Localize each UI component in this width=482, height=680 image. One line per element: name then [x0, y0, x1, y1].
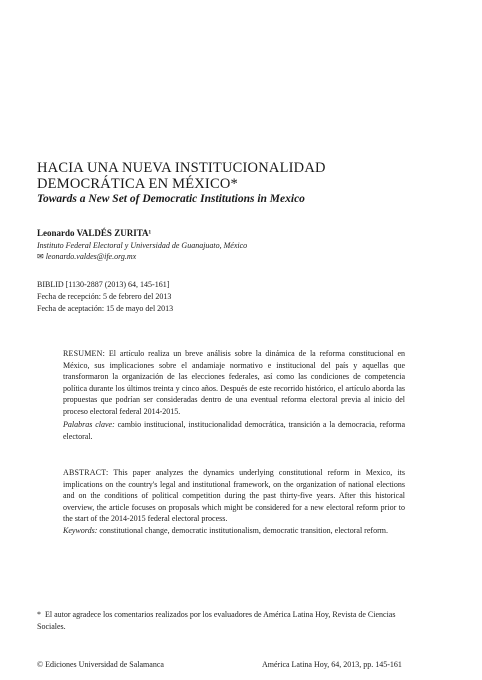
author-email-line: [37, 252, 136, 261]
title-line-1: HACIA UNA NUEVA INSTITUCIONALIDAD: [37, 160, 326, 176]
keywords-paragraph: [63, 525, 405, 537]
author-email[interactable]: leonardo.valdes@ife.org.mx: [45, 252, 137, 261]
resumen-label: RESUMEN:: [63, 349, 106, 358]
biblid: BIBLID [1130-2887 (2013) 64, 145-161]: [37, 280, 170, 289]
footnote: [37, 609, 405, 632]
palabras-clave-text: cambio institucional, institucionalidad democrática, transición a la democracia, reforma electoral.: [63, 420, 406, 441]
author-name: Leonardo VALDÉS ZURITA¹: [37, 228, 152, 238]
abstract-paragraph: [63, 467, 405, 525]
title-line-2: DEMOCRÁTICA EN MÉXICO*: [37, 176, 238, 192]
resumen-paragraph: [63, 348, 405, 417]
footnote-text: El autor agradece los comentarios realizados por los evaluadores de América Latina Hoy, Revista de Ciencias Sociales.: [37, 610, 396, 631]
envelope-icon: ✉: [37, 252, 44, 261]
accepted-date: Fecha de aceptación: 15 de mayo del 2013: [37, 304, 174, 313]
article-title: [37, 160, 326, 192]
footer-publisher: © Ediciones Universidad de Salamanca: [37, 660, 164, 669]
received-date: Fecha de recepción: 5 de febrero del 2013: [37, 292, 172, 301]
english-title: Towards a New Set of Democratic Institutions in Mexico: [37, 193, 305, 205]
palabras-clave-label: Palabras clave:: [63, 420, 115, 429]
keywords-label: Keywords:: [63, 526, 98, 535]
footer-citation: América Latina Hoy, 64, 2013, pp. 145-161: [262, 660, 402, 669]
keywords-text: constitutional change, democratic institutionalism, democratic transition, electoral reform.: [99, 526, 388, 535]
palabras-clave-paragraph: [63, 419, 405, 442]
abstract-label: ABSTRACT:: [63, 468, 109, 477]
author-affiliation: Instituto Federal Electoral y Universidad de Guanajuato, México: [37, 241, 248, 250]
footnote-mark: *: [37, 610, 41, 619]
resumen-text: El artículo realiza un breve análisis sobre la dinámica de la reforma constitucional en México, sus implicaciones sobre el andamiaje normativo e institucional del país y aquellas que transformaron la organización de las elecciones federales, así como las condiciones de competencia política durante los últimos treinta y cinco años. Después de este recorrido histórico, el artículo aborda las propuestas que podrían ser consideradas dentro de una eventual reforma electoral previa al inicio del proceso electoral federal 2014-2015.: [63, 349, 406, 416]
abstract-text: This paper analyzes the dynamics underlying constitutional reform in Mexico, its implications on the country's legal and institutional framework, on the organization of national elections and on the conditions of political competition during the past thirty-five years. After this historical overview, the article focuses on proposals which might be considered for a new electoral reform prior to the start of the 2014-2015 federal electoral process.: [63, 468, 405, 523]
